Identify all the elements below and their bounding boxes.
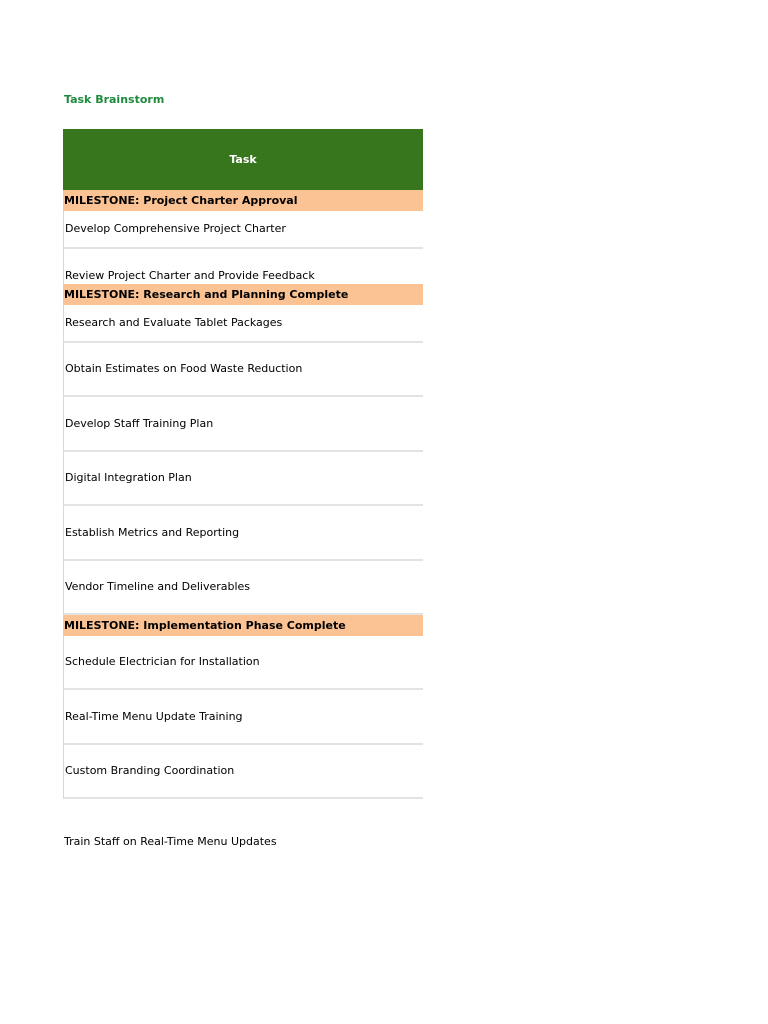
task-row[interactable] <box>63 211 423 249</box>
row-text: MILESTONE: Implementation Phase Complete <box>64 618 346 632</box>
milestone-row[interactable] <box>63 190 423 211</box>
row-text: Review Project Charter and Provide Feedback <box>65 269 315 282</box>
task-row[interactable] <box>63 636 423 690</box>
task-row[interactable] <box>63 343 423 397</box>
row-text: Develop Comprehensive Project Charter <box>65 222 286 235</box>
row-text: MILESTONE: Research and Planning Complete <box>64 287 349 301</box>
sheet-title: Task Brainstorm <box>64 93 165 106</box>
task-row[interactable] <box>63 249 423 284</box>
task-table <box>63 129 423 799</box>
milestone-row[interactable] <box>63 284 423 305</box>
row-text: Obtain Estimates on Food Waste Reduction <box>65 362 303 375</box>
task-row[interactable] <box>63 506 423 561</box>
row-text: Real-Time Menu Update Training <box>65 709 243 723</box>
milestone-row[interactable] <box>63 615 423 636</box>
task-row[interactable] <box>63 305 423 343</box>
row-text: Vendor Timeline and Deliverables <box>65 580 251 593</box>
task-row[interactable] <box>63 690 423 745</box>
header-label: Task <box>229 153 257 166</box>
row-text: Research and Evaluate Tablet Packages <box>65 316 283 329</box>
task-row[interactable] <box>63 397 423 452</box>
task-row[interactable] <box>63 452 423 506</box>
row-text: Schedule Electrician for Installation <box>65 655 260 668</box>
trailing-task-cell[interactable]: Train Staff on Real-Time Menu Updates <box>64 835 277 848</box>
task-row[interactable] <box>63 561 423 615</box>
table-header[interactable] <box>63 129 423 190</box>
row-text: Establish Metrics and Reporting <box>65 525 240 539</box>
row-text: Digital Integration Plan <box>65 471 192 484</box>
task-row[interactable] <box>63 745 423 799</box>
row-text: Custom Branding Coordination <box>65 764 235 777</box>
row-text: MILESTONE: Project Charter Approval <box>64 193 298 207</box>
row-text: Develop Staff Training Plan <box>65 416 214 430</box>
